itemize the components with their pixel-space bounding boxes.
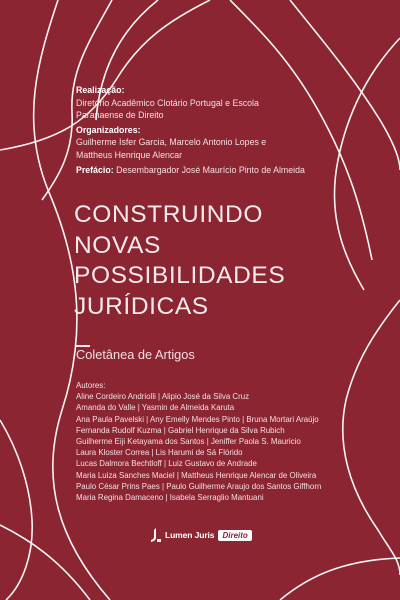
- authors-label: Autores:: [76, 381, 106, 390]
- title-line: CONSTRUINDO: [74, 201, 263, 228]
- author-line: Aline Cordeiro Andriolli | Alipio José da Silva Cruz: [76, 392, 250, 402]
- curve-line: [0, 525, 90, 600]
- book-subtitle: Coletânea de Artigos: [76, 347, 195, 362]
- author-line: Fernanda Rudolf Kuzma | Gabriel Henrique da Silva Rubich: [76, 425, 285, 435]
- realizacao-label: Realização:: [76, 85, 125, 95]
- title-line: POSSIBILIDADES: [74, 262, 286, 289]
- title-line: JURÍDICAS: [74, 292, 209, 320]
- organizadores-line: Guilherme Isfer Garcia, Marcelo Antonio Lopes e: [76, 137, 267, 148]
- curve-line: [280, 558, 400, 600]
- organizadores-label: Organizadores:: [76, 124, 141, 135]
- publisher-logo: [150, 527, 252, 543]
- publisher-tag: Direito: [218, 530, 251, 541]
- author-line: Amanda do Valle | Yasmin de Almeida Karuta: [76, 403, 235, 413]
- prefacio-label: Prefácio:: [76, 164, 114, 175]
- book-title: [74, 200, 374, 322]
- prefacio-value: Desembargador José Maurício Pinto de Almeida: [116, 164, 305, 175]
- author-line: Laura Kloster Correa | Lis Harumi de Sá Flórido: [76, 448, 243, 458]
- organizadores-line: Mattheus Henrique Alencar: [76, 149, 183, 160]
- author-line: Guilherme Eiji Ketayama dos Santos | Jeniffer Paola S. Mauricio: [76, 437, 301, 447]
- realizacao-line: Paranaense de Direito: [76, 110, 164, 121]
- lumen-juris-logo-icon: [150, 528, 162, 542]
- author-line: Maria Regina Damaceno | Isabela Serraglio Mantuani: [76, 493, 264, 503]
- author-line: Ana Paula Pavelski | Any Emelly Mendes Pinto | Bruna Mortari Araújo: [76, 414, 319, 424]
- realizacao-line: Diretório Acadêmico Clotário Portugal e Escola: [76, 97, 259, 108]
- author-line: Paulo César Prins Paes | Paulo Guilherme Araujo dos Santos Giffhorn: [76, 481, 322, 491]
- curve-line: [0, 420, 32, 600]
- author-line: Lucas Dalmora Bechtloff | Luiz Gustavo de Andrade: [76, 459, 257, 469]
- authors-list: [76, 380, 376, 503]
- prefacio-row: [76, 164, 376, 177]
- credits-block: [76, 84, 376, 176]
- title-line: NOVAS: [74, 231, 161, 259]
- author-line: Maria Luiza Sanches Maciel | Mattheus Henrique Alencar de Oliveira: [76, 470, 317, 480]
- publisher-name: Lumen Juris: [165, 530, 215, 540]
